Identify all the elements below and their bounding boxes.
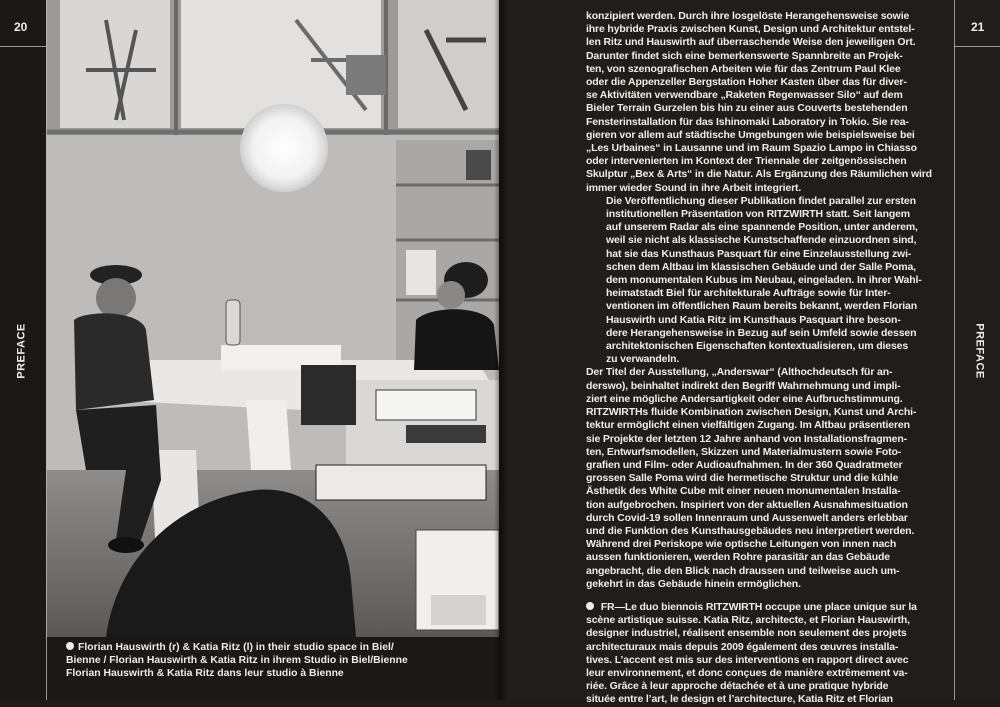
text-line: konzipiert werden. Durch ihre losgelöste Herangehensweise sowie — [586, 10, 910, 22]
paragraph-fr — [586, 601, 942, 707]
text-line: tives. L’accent est mis sur des interventions en rapport direct avec — [586, 653, 909, 666]
text-line: hat sie das Kunsthaus Pasquart für eine Einzelausstellung zwi- — [606, 247, 912, 260]
text-line: ihre hybride Praxis zwischen Kunst, Design und Architektur entstel- — [586, 23, 915, 36]
text-line: Darunter findet sich eine bemerkenswerte Spannbreite an Projek- — [586, 49, 903, 62]
text-line: auf unserem Radar als eine spannende Position, unter anderem, — [606, 221, 918, 234]
text-line: Hauswirth und Katia Ritz im Kunsthaus Pasquart ihre beson- — [606, 313, 901, 326]
text-line: oder die Appenzeller Bergstation Hoher Kasten über das für diver- — [586, 76, 907, 89]
text-line: aussen funktionieren, werden Rohre parasitär an das Gebäude — [586, 551, 890, 564]
text-line: heimatstadt Biel für architekturale Aufträge sowie für Inter- — [606, 287, 891, 300]
margin-rule-left — [46, 0, 47, 700]
text-line: architektonischen Eigenschaften kontextualisieren, um dieses — [606, 340, 909, 353]
section-label-right: PREFACE — [973, 323, 986, 379]
text-line: Der Titel der Ausstellung, „Anderswar“ (Althochdeutsch für an- — [586, 366, 893, 379]
text-line: ziert eine mögliche Andersartigkeit oder eine Aufbruchstimmung. — [586, 392, 903, 405]
text-line: scène artistique suisse. Katia Ritz, architecte, et Florian Hauswirth, — [586, 614, 910, 627]
paragraph-gap — [586, 591, 942, 601]
text-line: grossen Salle Poma wird die hermetische Struktur und die kühle — [586, 472, 899, 485]
text-line — [586, 601, 942, 614]
text-line-content: FR—Le duo biennois RITZWIRTH occupe une place unique sur la — [600, 600, 917, 613]
paragraph-de-2 — [586, 195, 942, 367]
margin-rule-right — [954, 0, 955, 700]
caption-line — [66, 641, 478, 654]
page-number-rule-right — [954, 46, 1000, 47]
paragraph-de-3 — [586, 366, 942, 590]
text-line: zu verwandeln. — [606, 353, 680, 366]
text-line: gekehrt in das Gebäude hinein ermöglichen. — [586, 577, 801, 590]
text-line: riée. Grâce à leur approche détachée et à une pratique hybride — [586, 680, 889, 693]
text-line: Die Veröffentlichung dieser Publikation findet parallel zur ersten — [606, 194, 916, 207]
text-line: Bieler Terrain Gurzelen bis hin zu einer aus Couverts bestehenden — [586, 102, 908, 115]
page-number-rule-left — [0, 46, 46, 47]
page-number-left: 20 — [14, 20, 28, 34]
text-line: „Les Urbaines“ in Lausanne und im Raum Spazio Lampo in Chiasso — [586, 142, 917, 155]
bullet-icon — [66, 642, 74, 650]
text-line: ventionen im öffentlichen Raum bereits bekannt, werden Florian — [606, 300, 918, 313]
section-label-left: PREFACE — [15, 323, 28, 379]
text-line: und die Funktion des Kunsthausgebäudes neu interpretiert werden. — [586, 524, 915, 537]
text-line: designer industriel, réalisent ensemble non seulement des projets — [586, 627, 907, 640]
text-line: située entre l’art, le design et l’architecture, Katia Ritz et Florian — [586, 693, 893, 706]
text-line: institutionellen Präsentation von RITZWIRTH statt. Seit langem — [606, 208, 910, 221]
text-line: angebracht, die den Blick nach draussen und teilweise auch um- — [586, 564, 900, 577]
text-line: architecturaux mais depuis 2009 également des œuvres installa- — [586, 640, 899, 653]
caption-text: Florian Hauswirth (r) & Katia Ritz (l) in their studio space in Biel/ — [78, 642, 394, 653]
text-line: gieren vor allem auf städtische Umgebungen wie beispielsweise bei — [586, 128, 915, 141]
text-line: ten, von szenografischen Arbeiten wie für das Zentrum Paul Klee — [586, 62, 901, 75]
text-line: Ästhetik des White Cube mit einer neuen monumentalen Installa- — [586, 485, 901, 498]
text-line: tektur ermöglicht einen vielfältigen Zugang. Im Altbau präsentieren — [586, 419, 910, 432]
body-text — [586, 10, 942, 707]
text-line: ten, Entwurfsmodellen, Skizzen und Materialmustern sowie Foto- — [586, 445, 902, 458]
photo-caption — [66, 641, 478, 681]
text-line: Skulptur „Bex & Arts“ in die Natur. Als Ergänzung des Räumlichen wird — [586, 168, 932, 181]
paragraph-de-1 — [586, 10, 942, 195]
book-gutter — [494, 0, 508, 700]
text-line: len Ritz und Hauswirth auf überraschende Weise den jeweiligen Ort. — [586, 36, 916, 49]
text-line: leur environnement, et donc conçues de manière extrêmement va- — [586, 666, 908, 679]
caption-line: Bienne / Florian Hauswirth & Katia Ritz in ihrem Studio in Biel/Bienne — [66, 655, 408, 667]
studio-photo — [46, 0, 499, 637]
text-line: Fensterinstallation für das Ishinomaki Laboratory in Tokio. Sie rea- — [586, 115, 909, 128]
text-line: oder intervenierten im Kontext der Triennale der zeitgenössischen — [586, 155, 907, 168]
text-line: se Aktivitäten verwendbare „Raketen Regenwasser Silo“ auf dem — [586, 89, 903, 102]
text-line: schen dem Altbau im klassischen Gebäude und der Salle Poma, — [606, 260, 916, 273]
text-line: immer wieder Sound in ihre Arbeit integriert. — [586, 181, 802, 194]
text-line: Während drei Periskope wie optische Leitungen von innen nach — [586, 538, 897, 551]
caption-line: Florian Hauswirth & Katia Ritz dans leur studio à Bienne — [66, 668, 344, 680]
text-line: sie Projekte der letzten 12 Jahre anhand von Installationsfragmen- — [586, 432, 907, 445]
text-line: grafien und Film- oder Audioaufnahmen. In der 360 Quadratmeter — [586, 458, 903, 471]
text-line: durch Covid-19 sollen Innenraum und Aussenwelt anders erlebbar — [586, 511, 908, 524]
text-line: weil sie nicht als klassische Kunstschaffende einzuordnen sind, — [606, 234, 917, 247]
text-line: dem monumentalen Kubus im Neubau, eingeladen. In ihrer Wahl- — [606, 274, 922, 287]
text-line: dere Herangehensweise in Bezug auf sein Umfeld sowie dessen — [606, 326, 917, 339]
text-line: derswo), beinhaltet indirekt den Begriff Wahrnehmung und impli- — [586, 379, 901, 392]
bullet-icon — [586, 602, 594, 610]
text-line: RITZWIRTHs fluide Kombination zwischen Design, Kunst und Archi- — [586, 406, 917, 419]
text-line: tion aufgebrochen. Inspiriert von der aktuellen Ausnahmesituation — [586, 498, 908, 511]
left-page — [0, 0, 500, 700]
page-number-right: 21 — [971, 20, 985, 34]
